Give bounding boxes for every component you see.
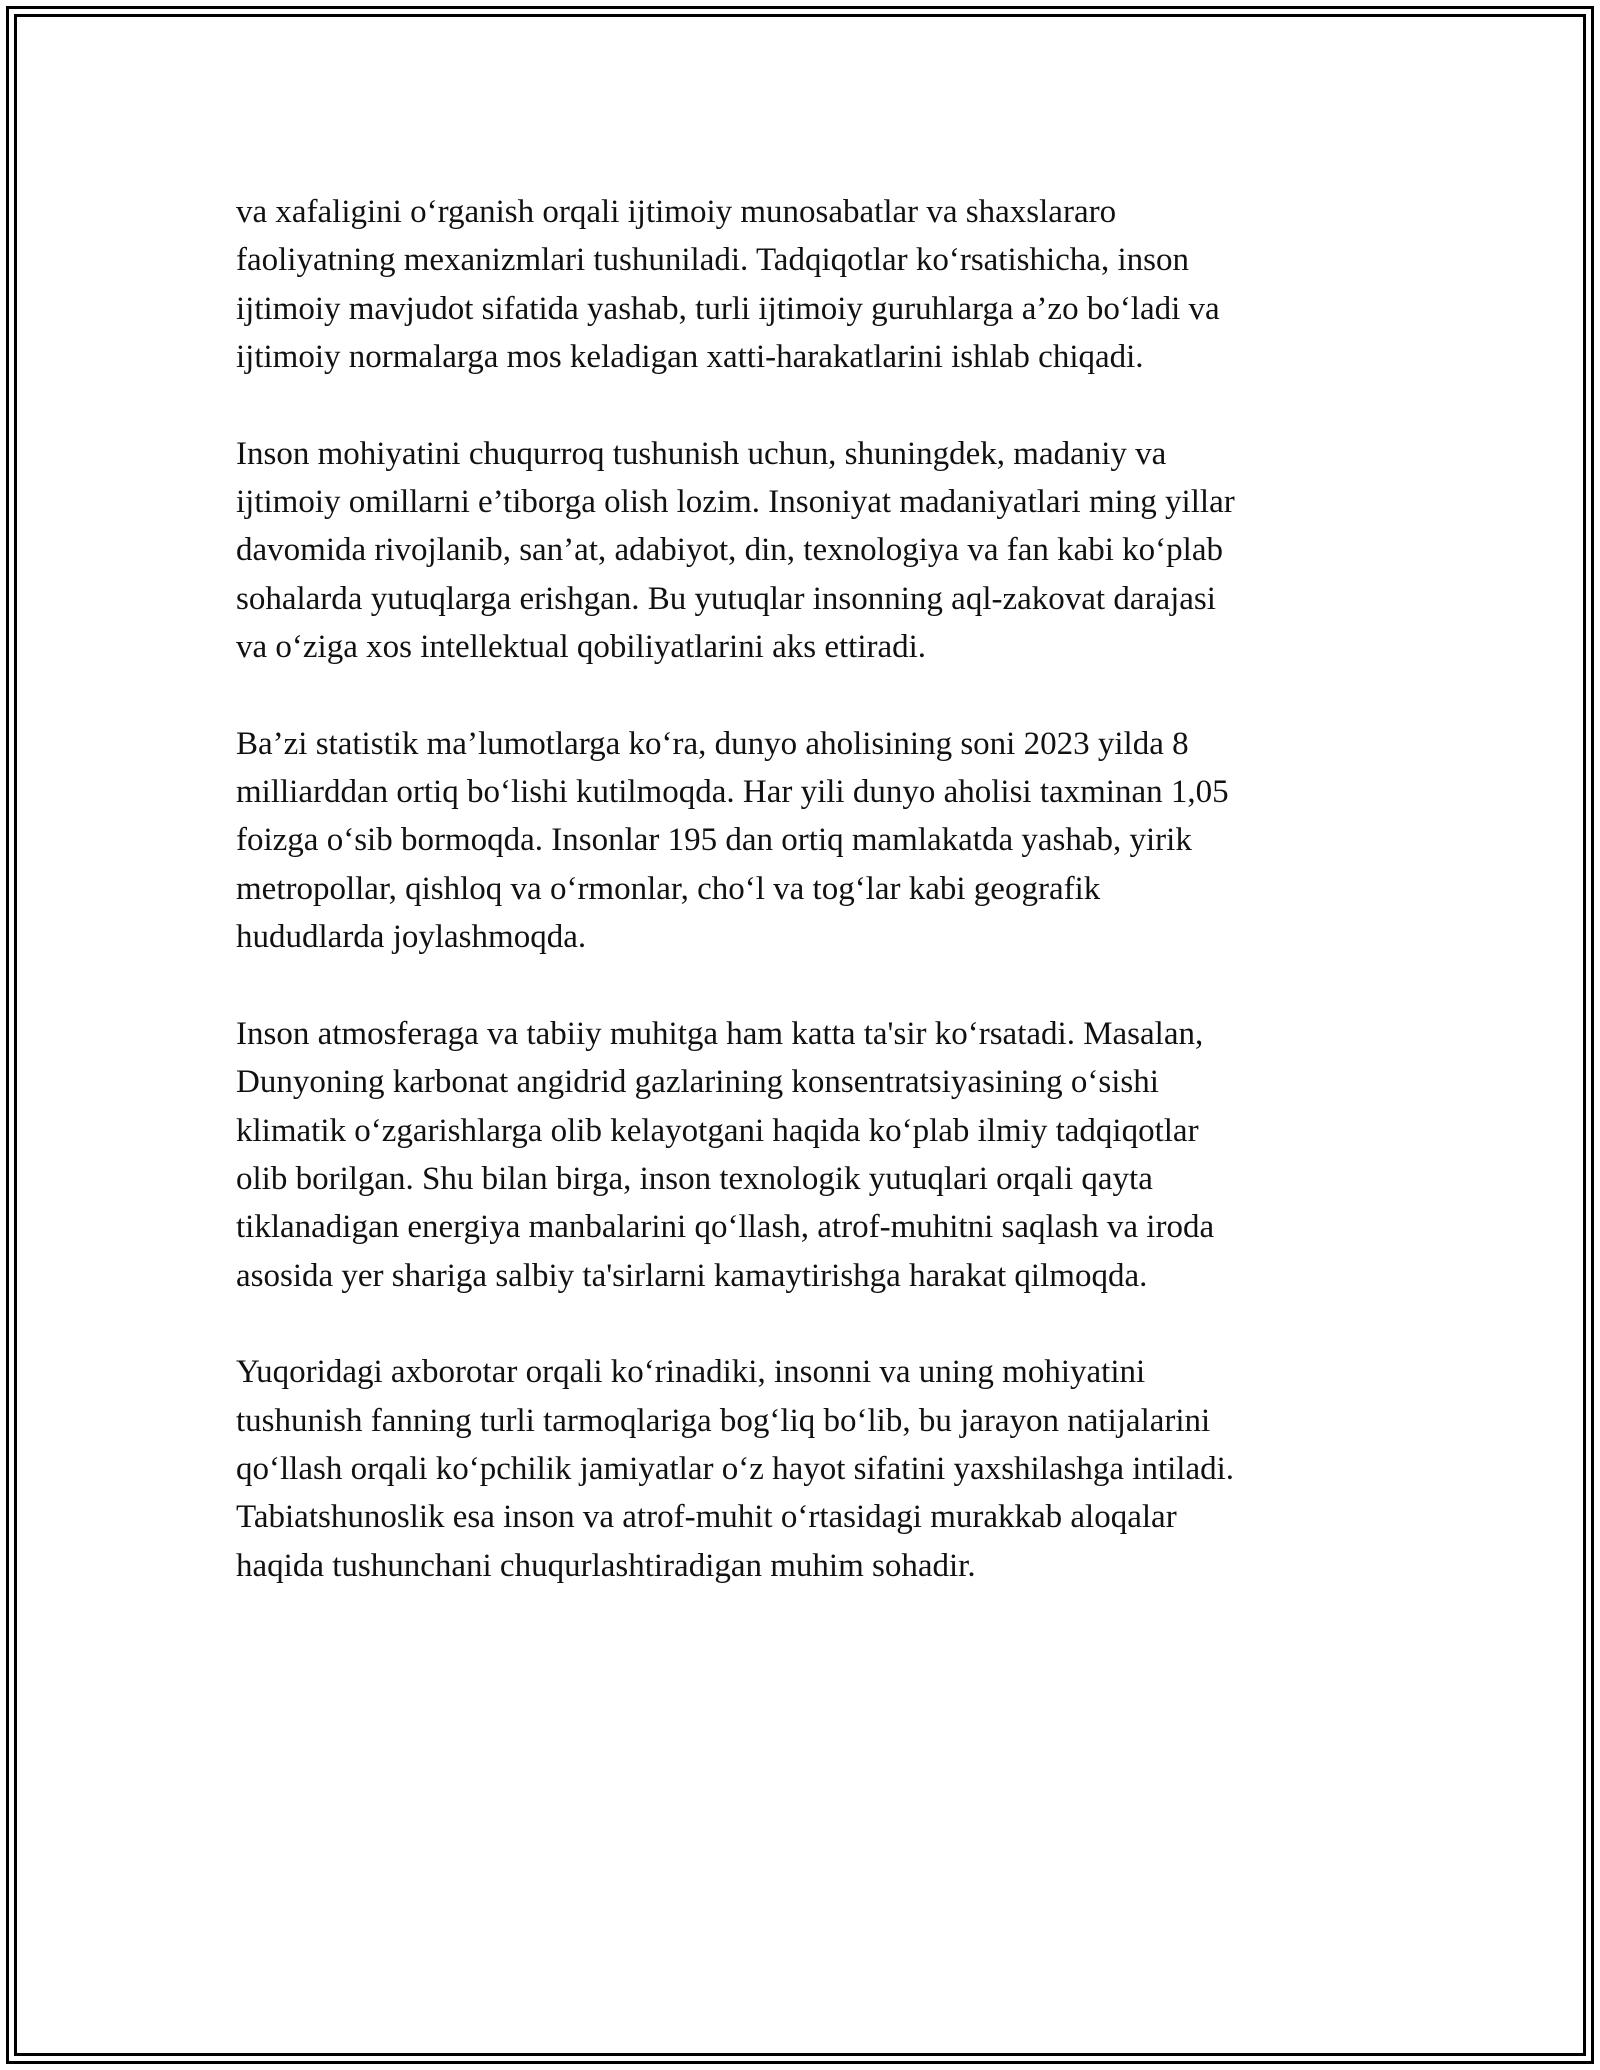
paragraph-5 <box>236 1348 1376 1590</box>
document-body <box>236 188 1376 1638</box>
text-line: hududlarda joylashmoqda. <box>236 919 587 956</box>
text-line: foizga o‘sib bormoqda. Insonlar 195 dan ortiq mamlakatda yashab, yirik <box>236 822 1192 859</box>
text-line: ijtimoiy mavjudot sifatida yashab, turli ijtimoiy guruhlarga a’zo bo‘ladi va <box>236 290 1220 327</box>
text-line: ijtimoiy normalarga mos keladigan xatti-harakatlarini ishlab chiqadi. <box>236 339 1144 376</box>
text-line: Inson atmosferaga va tabiiy muhitga ham katta ta'sir ko‘rsatadi. Masalan, <box>236 1015 1204 1052</box>
paragraph-2 <box>236 430 1376 672</box>
text-line: va o‘ziga xos intellektual qobiliyatlarini aks ettiradi. <box>236 629 927 666</box>
text-line: olib borilgan. Shu bilan birga, inson texnologik yutuqlari orqali qayta <box>236 1160 1153 1197</box>
text-line: va xafaligini o‘rganish orqali ijtimoiy munosabatlar va shaxslararo <box>236 194 1117 230</box>
paragraph-4 <box>236 1010 1376 1300</box>
text-line: Inson mohiyatini chuqurroq tushunish uchun, shuningdek, madaniy va <box>236 435 1167 472</box>
text-line: qo‘llash orqali ko‘pchilik jamiyatlar o‘z hayot sifatini yaxshilashga intiladi. <box>236 1450 1235 1487</box>
text-line: Ba’zi statistik ma’lumotlarga ko‘ra, dunyo aholisining soni 2023 yilda 8 <box>236 725 1189 762</box>
text-line: faoliyatning mexanizmlari tushuniladi. Tadqiqotlar ko‘rsatishicha, inson <box>236 242 1189 279</box>
text-line: sohalarda yutuqlarga erishgan. Bu yutuqlar insonning aql-zakovat darajasi <box>236 580 1216 617</box>
text-line: metropollar, qishloq va o‘rmonlar, cho‘l va tog‘lar kabi geografik <box>236 870 1101 907</box>
text-line: klimatik o‘zgarishlarga olib kelayotgani haqida ko‘plab ilmiy tadqiqotlar <box>236 1112 1199 1149</box>
text-line: davomida rivojlanib, san’at, adabiyot, din, texnologiya va fan kabi ko‘plab <box>236 532 1223 569</box>
text-line: asosida yer shariga salbiy ta'sirlarni kamaytirishga harakat qilmoqda. <box>236 1257 1148 1294</box>
paragraph-1 <box>236 188 1376 382</box>
text-line: Dunyoning karbonat angidrid gazlarining konsentratsiyasining o‘sishi <box>236 1064 1159 1101</box>
text-line: haqida tushunchani chuqurlashtiradigan muhim sohadir. <box>236 1547 976 1584</box>
text-line: tushunish fanning turli tarmoqlariga bog‘liq bo‘lib, bu jarayon natijalarini <box>236 1402 1211 1439</box>
paragraph-3 <box>236 720 1376 962</box>
text-line: ijtimoiy omillarni e’tiborga olish lozim. Insoniyat madaniyatlari ming yillar <box>236 484 1235 521</box>
text-line: Yuqoridagi axborotar orqali ko‘rinadiki, insonni va uning mohiyatini <box>236 1354 1146 1391</box>
text-line: milliarddan ortiq bo‘lishi kutilmoqda. Har yili dunyo aholisi taxminan 1,05 <box>236 774 1229 811</box>
text-line: tiklanadigan energiya manbalarini qo‘llash, atrof-muhitni saqlash va iroda <box>236 1209 1215 1246</box>
text-line: Tabiatshunoslik esa inson va atrof-muhit o‘rtasidagi murakkab aloqalar <box>236 1499 1177 1536</box>
